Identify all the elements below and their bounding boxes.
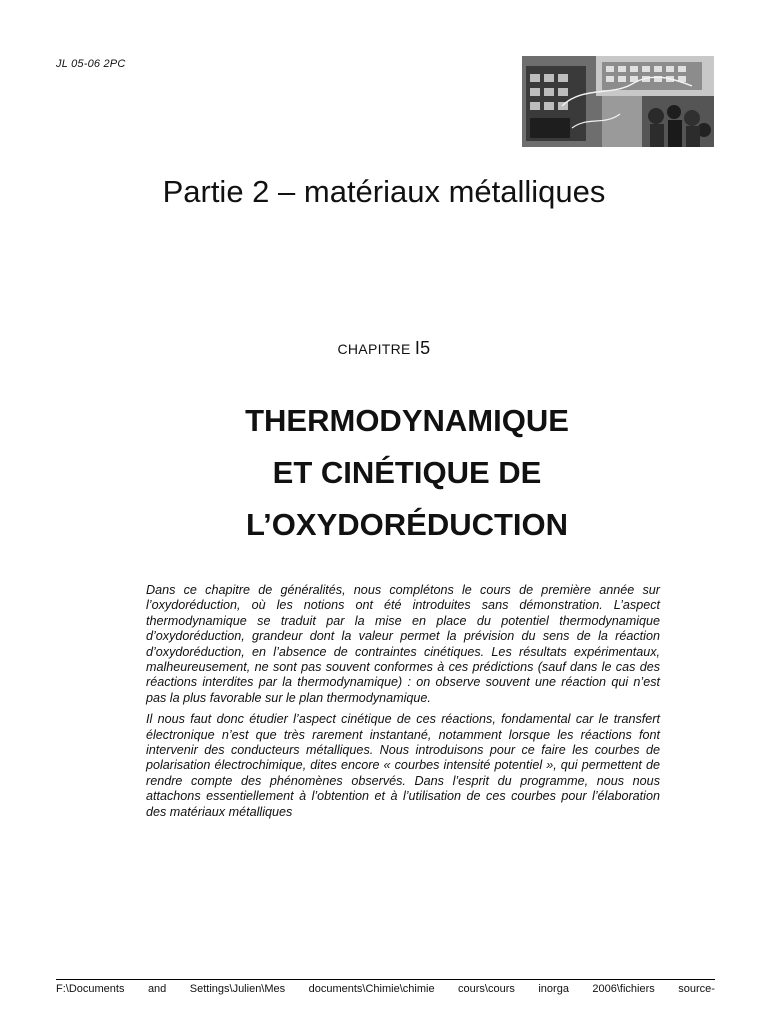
footer-divider — [56, 979, 715, 980]
abstract-paragraph-2: Il nous faut donc étudier l’aspect cinétique de ces réactions, fondamental car le transfert électronique n’est que très rarement instantané, notamment lorsque les réactions font intervenir des conducteurs métalliques. Nous introduisons pour ce faire les courbes de polarisation électrochimique, dites encore « courbes intensité potentiel », qui permettent de rendre compte des phénomènes observés. Dans l’esprit du programme, nous nous attachons essentiellement à l’obtention et à l’utilisation de ces courbes pour l’élaboration des matériaux métalliques — [146, 712, 660, 819]
chapter-title — [0, 395, 768, 551]
footer-path-part: cours\cours — [458, 983, 515, 995]
chapter-label-text: CHAPITRE — [337, 341, 411, 357]
chapter-label — [0, 338, 768, 359]
header-reference: JL 05-06 2PC — [56, 58, 126, 70]
footer-path-part: Settings\Julien\Mes — [189, 983, 286, 995]
footer-path-part: F:\Documents — [56, 983, 125, 995]
photo-collage-icon — [522, 56, 714, 147]
footer-path-part: inorga — [538, 983, 569, 995]
chapter-title-line-1: THERMODYNAMIQUE — [245, 403, 569, 438]
part-title: Partie 2 – matériaux métalliques — [162, 174, 606, 209]
footer-file-path — [56, 983, 715, 995]
footer-path-part: source- — [678, 983, 715, 995]
footer-path-part: 2006\fichiers — [592, 983, 655, 995]
chapter-number: I5 — [414, 338, 431, 358]
abstract-paragraph-1: Dans ce chapitre de généralités, nous complétons le cours de première année sur l’oxydoréduction, où les notions ont été introduites sans démonstration. L’aspect thermodynamique se traduit par la mise en place du potentiel thermodynamique d’oxydoréduction, grandeur dont la valeur permet la prévision du sens de la réaction d’oxydoréduction, en l’absence de contraintes cinétiques. Les résultats expérimentaux, malheureusement, ne sont pas souvent conformes à ces prédictions (sauf dans le cas des réactions interdites par la thermodynamique) : on observe souvent une réaction qui n’est pas la plus favorable sur le plan thermodynamique. — [146, 583, 660, 705]
school-building-photo — [522, 56, 714, 147]
footer-path-part: and — [147, 983, 167, 995]
footer-path-part: documents\Chimie\chimie — [308, 983, 435, 995]
chapter-title-line-2: ET CINÉTIQUE DE — [272, 455, 542, 490]
chapter-title-line-3: L’OXYDORÉDUCTION — [245, 507, 569, 542]
chapter-abstract — [146, 583, 660, 826]
